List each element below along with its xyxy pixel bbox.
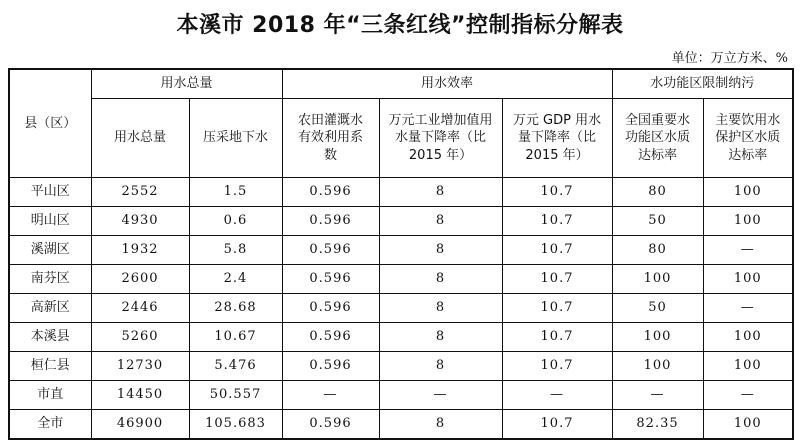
cell-gdp: 10.7	[502, 236, 612, 265]
header-row-groups	[9, 69, 793, 99]
table-row	[9, 178, 793, 207]
cell-total: 46900	[91, 410, 189, 440]
cell-drinking: 100	[703, 178, 793, 207]
cell-total: 2446	[91, 294, 189, 323]
cell-gdp: 10.7	[502, 410, 612, 440]
cell-industry: 8	[379, 265, 502, 294]
cell-industry: 8	[379, 236, 502, 265]
cell-national: 82.35	[612, 410, 703, 440]
cell-national: 80	[612, 236, 703, 265]
cell-industry: 8	[379, 323, 502, 352]
cell-industry: 8	[379, 178, 502, 207]
cell-groundwater: 5.8	[189, 236, 282, 265]
table-row	[9, 294, 793, 323]
header-row-columns	[9, 99, 793, 178]
cell-irrigation: —	[282, 381, 379, 410]
header-col-groundwater: 压采地下水	[189, 99, 282, 178]
cell-irrigation: 0.596	[282, 207, 379, 236]
cell-groundwater: 0.6	[189, 207, 282, 236]
cell-total: 1932	[91, 236, 189, 265]
cell-total: 2600	[91, 265, 189, 294]
cell-groundwater: 1.5	[189, 178, 282, 207]
header-col-industry: 万元工业增加值用水量下降率（比 2015 年）	[379, 99, 502, 178]
table-row	[9, 265, 793, 294]
cell-industry: 8	[379, 352, 502, 381]
cell-total: 4930	[91, 207, 189, 236]
indicator-table	[8, 68, 794, 440]
cell-industry: 8	[379, 410, 502, 440]
cell-drinking: 100	[703, 265, 793, 294]
table-row	[9, 352, 793, 381]
cell-county: 南芬区	[9, 265, 91, 294]
cell-irrigation: 0.596	[282, 236, 379, 265]
header-col-irrigation: 农田灌溉水有效利用系数	[282, 99, 379, 178]
cell-national: 100	[612, 265, 703, 294]
cell-irrigation: 0.596	[282, 323, 379, 352]
cell-county: 市直	[9, 381, 91, 410]
cell-industry: —	[379, 381, 502, 410]
cell-groundwater: 10.67	[189, 323, 282, 352]
header-col-drinking: 主要饮用水保护区水质达标率	[703, 99, 793, 178]
cell-irrigation: 0.596	[282, 294, 379, 323]
cell-drinking: —	[703, 236, 793, 265]
cell-gdp: 10.7	[502, 265, 612, 294]
cell-gdp: 10.7	[502, 294, 612, 323]
cell-irrigation: 0.596	[282, 265, 379, 294]
cell-national: —	[612, 381, 703, 410]
cell-total: 14450	[91, 381, 189, 410]
header-col-gdp: 万元 GDP 用水量下降率（比 2015 年）	[502, 99, 612, 178]
cell-county: 平山区	[9, 178, 91, 207]
unit-note: 单位：万立方米、%	[671, 51, 788, 66]
header-col-national: 全国重要水功能区水质达标率	[612, 99, 703, 178]
cell-gdp: 10.7	[502, 207, 612, 236]
cell-drinking: —	[703, 294, 793, 323]
table-row-total	[9, 410, 793, 440]
cell-groundwater: 105.683	[189, 410, 282, 440]
header-group-pollution: 水功能区限制纳污	[612, 69, 793, 99]
cell-national: 80	[612, 178, 703, 207]
cell-total: 2552	[91, 178, 189, 207]
table-row	[9, 381, 793, 410]
cell-drinking: 100	[703, 207, 793, 236]
cell-county: 高新区	[9, 294, 91, 323]
cell-national: 100	[612, 352, 703, 381]
cell-drinking: 100	[703, 410, 793, 440]
table-row	[9, 207, 793, 236]
cell-county: 溪湖区	[9, 236, 91, 265]
header-county: 县（区）	[9, 69, 91, 178]
cell-drinking: —	[703, 381, 793, 410]
header-group-total: 用水总量	[91, 69, 282, 99]
document-title: 本溪市 2018 年“三条红线”控制指标分解表	[176, 13, 624, 38]
cell-county: 桓仁县	[9, 352, 91, 381]
cell-groundwater: 50.557	[189, 381, 282, 410]
cell-national: 50	[612, 294, 703, 323]
cell-county: 本溪县	[9, 323, 91, 352]
cell-total: 12730	[91, 352, 189, 381]
cell-total: 5260	[91, 323, 189, 352]
cell-national: 100	[612, 323, 703, 352]
cell-drinking: 100	[703, 352, 793, 381]
header-col-total: 用水总量	[91, 99, 189, 178]
cell-gdp: 10.7	[502, 352, 612, 381]
cell-county: 全市	[9, 410, 91, 440]
cell-irrigation: 0.596	[282, 178, 379, 207]
cell-national: 50	[612, 207, 703, 236]
cell-gdp: —	[502, 381, 612, 410]
cell-groundwater: 28.68	[189, 294, 282, 323]
header-group-efficiency: 用水效率	[282, 69, 612, 99]
cell-drinking: 100	[703, 323, 793, 352]
cell-irrigation: 0.596	[282, 410, 379, 440]
table-row	[9, 236, 793, 265]
cell-county: 明山区	[9, 207, 91, 236]
table-row	[9, 323, 793, 352]
cell-groundwater: 5.476	[189, 352, 282, 381]
cell-industry: 8	[379, 294, 502, 323]
cell-irrigation: 0.596	[282, 352, 379, 381]
cell-groundwater: 2.4	[189, 265, 282, 294]
cell-gdp: 10.7	[502, 323, 612, 352]
cell-industry: 8	[379, 207, 502, 236]
cell-gdp: 10.7	[502, 178, 612, 207]
